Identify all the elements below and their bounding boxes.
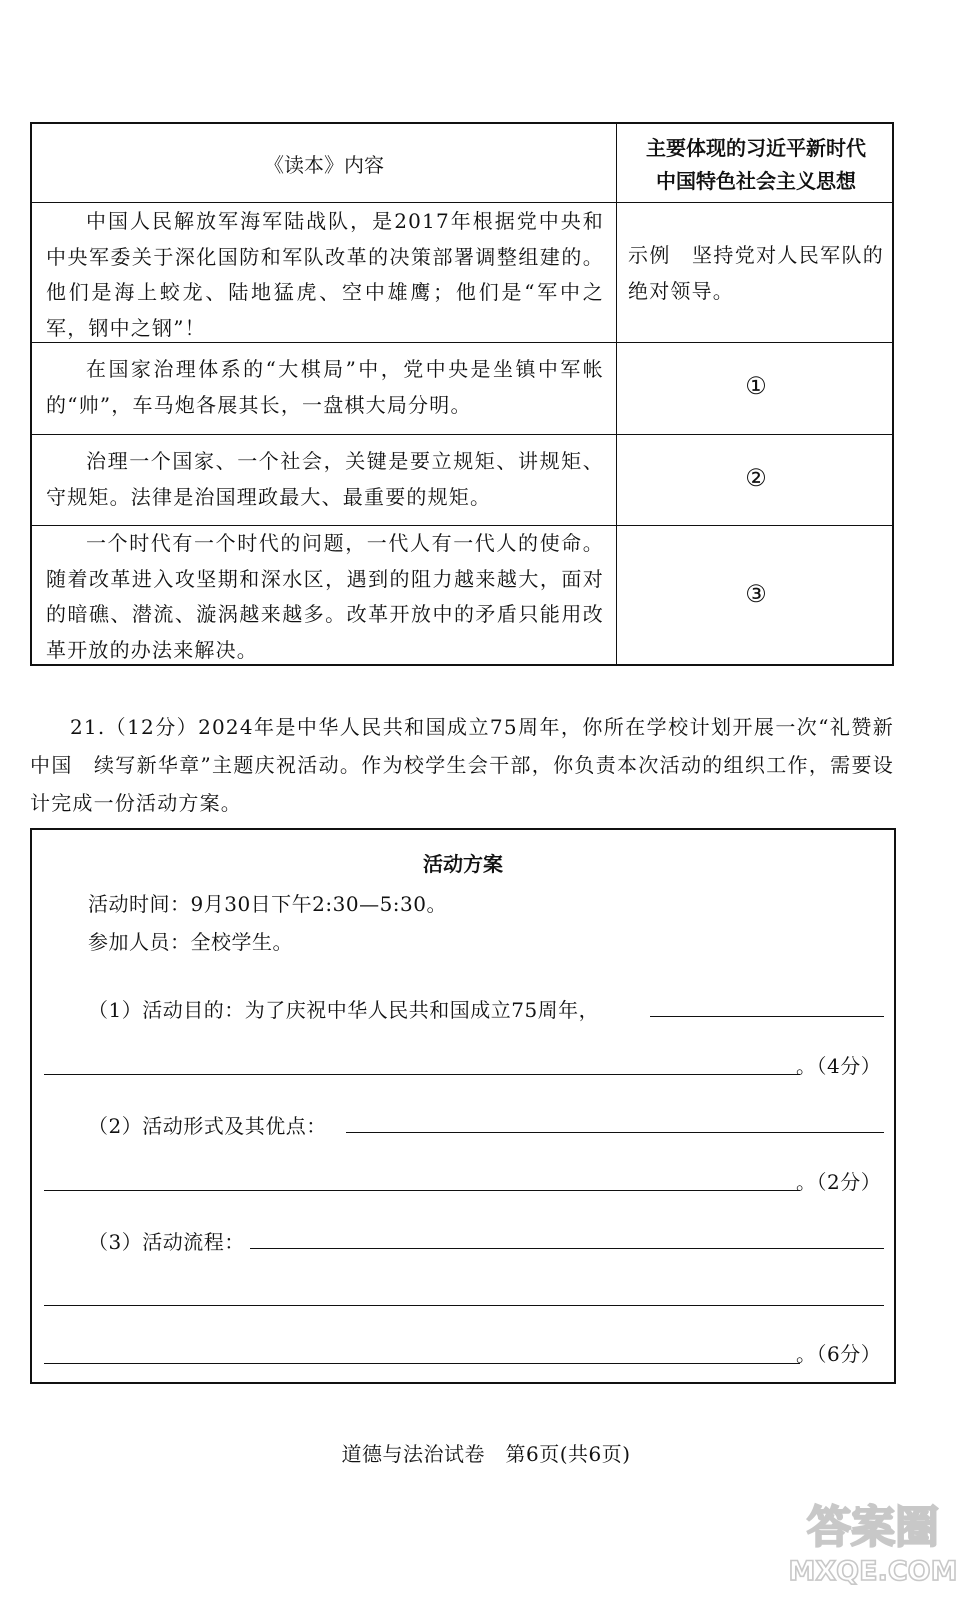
plan-item-3-score: 。（6分） [796, 1342, 882, 1366]
page-footer: 道德与法治试卷 第6页(共6页) [341, 1442, 631, 1466]
table-row-content: 中国人民解放军海军陆战队，是2017年根据党中央和中央军委关于深化国防和军队改革的决策部署调整组建的。他们是海上蛟龙、陆地猛虎、空中雄鹰；他们是“军中之军，钢中之钢”！ [46, 209, 604, 340]
watermark-text-bottom: MXQE.COM [788, 1556, 958, 1587]
answer-line[interactable] [44, 1363, 800, 1364]
watermark-text-top: 答案圈 [807, 1502, 939, 1553]
plan-item-3-label: （3）活动流程： [88, 1230, 245, 1254]
answer-blank-2: ② [745, 464, 767, 492]
question-21-text: 21.（12分）2024年是中华人民共和国成立75周年，你所在学校计划开展一次“礼赞新中国 续写新华章”主题庆祝活动。作为校学生会干部，你负责本次活动的组织工作，需要设计完成一份活动方案。 [30, 715, 894, 815]
activity-plan-box [30, 828, 896, 1384]
table-row-content: 在国家治理体系的“大棋局”中，党中央是坐镇中军帐的“帅”，车马炮各展其长，一盘棋大局分明。 [46, 357, 604, 417]
table-header-reading: 《读本》内容 [264, 153, 384, 177]
plan-item-2-score: 。（2分） [796, 1170, 882, 1194]
plan-time: 活动时间：9月30日下午2:30—5:30。 [88, 892, 447, 916]
answer-line[interactable] [250, 1248, 884, 1249]
table-row-content: 治理一个国家、一个社会，关键是要立规矩、讲规矩、守规矩。法律是治国理政最大、最重要的规矩。 [46, 449, 604, 509]
table-row-answer-example: 示例 坚持党对人民军队的绝对领导。 [628, 243, 884, 303]
answer-line[interactable] [650, 1016, 884, 1017]
table-row-divider [32, 434, 892, 435]
answer-line[interactable] [44, 1305, 884, 1306]
plan-item-1-label: （1）活动目的：为了庆祝中华人民共和国成立75周年， [88, 998, 600, 1022]
plan-item-2-label: （2）活动形式及其优点： [88, 1114, 327, 1138]
answer-line[interactable] [44, 1074, 800, 1075]
watermark-logo-graphic [788, 1490, 958, 1590]
table-header-thought [616, 132, 896, 198]
table-header-thought-line1: 主要体现的习近平新时代 [646, 136, 866, 160]
plan-title: 活动方案 [423, 852, 503, 876]
watermark-logo [788, 1490, 958, 1590]
table-header-thought-line2: 中国特色社会主义思想 [656, 169, 856, 193]
answer-line[interactable] [44, 1190, 800, 1191]
table-row-divider [32, 202, 892, 203]
reading-content-table [30, 122, 894, 666]
answer-blank-1: ① [745, 372, 767, 400]
plan-participants: 参加人员：全校学生。 [88, 930, 293, 954]
answer-blank-3: ③ [745, 580, 767, 608]
plan-item-1-score: 。（4分） [796, 1054, 882, 1078]
table-row-content: 一个时代有一个时代的问题，一代人有一代人的使命。随着改革进入攻坚期和深水区，遇到的阻力越来越大，面对的暗礁、潜流、漩涡越来越多。改革开放中的矛盾只能用改革开放的办法来解决。 [46, 531, 604, 662]
answer-line[interactable] [346, 1132, 884, 1133]
